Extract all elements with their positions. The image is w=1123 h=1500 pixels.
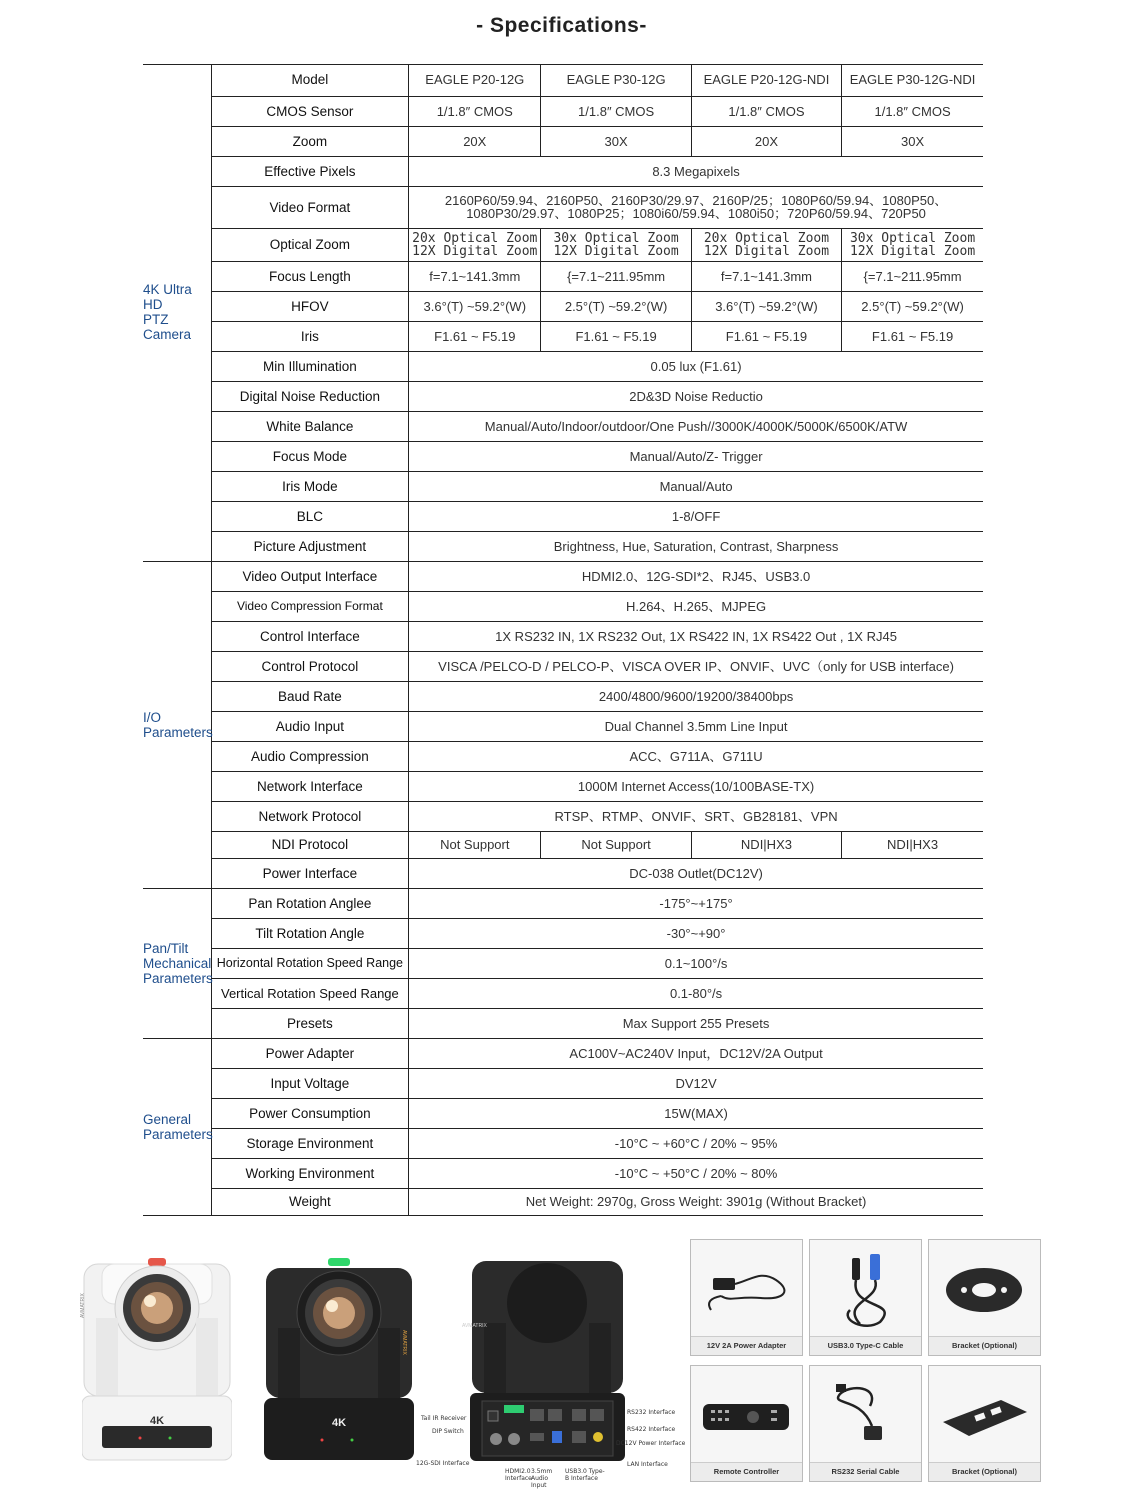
bracket-round-icon (929, 1240, 1040, 1337)
label-power-if: Power Interface (211, 858, 408, 888)
cmos-4: 1/1.8″ CMOS (842, 96, 983, 126)
label-zoom: Zoom (211, 126, 408, 156)
row-focus-length (143, 261, 983, 291)
label-baud: Baud Rate (211, 681, 408, 711)
optical-zoom-3-b: 12X Digital Zoom (703, 243, 830, 259)
zoom-1: 20X (409, 126, 541, 156)
zoom-2: 30X (541, 126, 691, 156)
camera-black-brand: AVMATRIX (401, 1330, 407, 1355)
accessory-rs232-cable (809, 1365, 922, 1482)
label-optical-zoom: Optical Zoom (211, 228, 408, 261)
ndi-3: NDI|HX3 (691, 831, 841, 858)
label-focus-length: Focus Length (211, 261, 408, 291)
label-h-speed: Horizontal Rotation Speed Range (211, 948, 408, 978)
label-focus-mode: Focus Mode (211, 441, 408, 471)
group-pantilt-label: Pan/Tilt Mechanical Parameters (143, 940, 213, 986)
row-wb (143, 411, 983, 441)
optical-zoom-1-b: 12X Digital Zoom (412, 243, 538, 259)
optical-zoom-2-a: 30x Optical Zoom (553, 230, 679, 246)
power-if-value: DC-038 Outlet(DC12V) (409, 858, 983, 888)
zoom-3: 20X (691, 126, 841, 156)
row-video-format (143, 186, 983, 228)
video-out-value: HDMI2.0、12G-SDI*2、RJ45、USB3.0 (409, 561, 983, 591)
camera-back (462, 1253, 625, 1463)
label-presets: Presets (211, 1008, 408, 1038)
optical-zoom-2-b: 12X Digital Zoom (553, 243, 679, 259)
label-picture: Picture Adjustment (211, 531, 408, 561)
label-net-proto: Network Protocol (211, 801, 408, 831)
row-model (143, 64, 983, 96)
row-compression (143, 591, 983, 621)
camera-black-illustration (264, 1258, 414, 1461)
cmos-1: 1/1.8″ CMOS (409, 96, 541, 126)
row-pan (143, 888, 983, 918)
model-3: EAGLE P20-12G-NDI (691, 64, 841, 96)
row-control-if (143, 621, 983, 651)
row-dnr (143, 381, 983, 411)
row-hfov (143, 291, 983, 321)
iris-4: F1.61 ~ F5.19 (842, 321, 983, 351)
label-audio-in: Audio Input (211, 711, 408, 741)
row-iris (143, 321, 983, 351)
accessory-remote-caption: Remote Controller (691, 1462, 802, 1481)
optical-zoom-2 (541, 228, 691, 261)
callout-tail-ir: Tail IR Receiver (421, 1415, 467, 1422)
working-value: -10°C ~ +50°C / 20% ~ 80% (409, 1158, 983, 1188)
net-if-value: 1000M Internet Access(10/100BASE-TX) (409, 771, 983, 801)
callout-rs232: RS232 Interface (627, 1409, 676, 1416)
pixels-value: 8.3 Megapixels (409, 156, 983, 186)
label-compression: Video Compression Format (211, 591, 408, 621)
group-io (143, 561, 211, 888)
iris-3: F1.61 ~ F5.19 (691, 321, 841, 351)
hfov-2: 2.5°(T) ~59.2°(W) (541, 291, 691, 321)
camera-white-front (82, 1258, 232, 1461)
control-proto-value: VISCA /PELCO-D / PELCO-P、VISCA OVER IP、ONVIF、UVC（only for USB interface) (409, 651, 983, 681)
label-pan: Pan Rotation Anglee (211, 888, 408, 918)
input-v-value: DV12V (409, 1068, 983, 1098)
weight-value: Net Weight: 2970g, Gross Weight: 3901g (Without Bracket) (409, 1188, 983, 1215)
row-blc (143, 501, 983, 531)
row-zoom (143, 126, 983, 156)
v-speed-value: 0.1-80°/s (409, 978, 983, 1008)
accessory-power-adapter-caption: 12V 2A Power Adapter (691, 1336, 802, 1355)
callout-lan: LAN Interface (627, 1461, 668, 1468)
callout-audio: 3.5mm Audio Input (531, 1468, 553, 1489)
accessory-bracket-1 (928, 1239, 1041, 1356)
group-camera-label: 4K Ultra HD PTZ Camera (143, 282, 192, 343)
accessory-usb-cable (809, 1239, 922, 1356)
camera-white-illustration (82, 1258, 232, 1461)
label-tilt: Tilt Rotation Angle (211, 918, 408, 948)
row-audio-comp (143, 741, 983, 771)
optical-zoom-1-a: 20x Optical Zoom (412, 230, 538, 246)
row-net-if (143, 771, 983, 801)
label-audio-comp: Audio Compression (211, 741, 408, 771)
row-cmos (143, 96, 983, 126)
label-input-v: Input Voltage (211, 1068, 408, 1098)
optical-zoom-4-a: 30x Optical Zoom (849, 230, 976, 246)
label-storage: Storage Environment (211, 1128, 408, 1158)
optical-zoom-4-b: 12X Digital Zoom (849, 243, 976, 259)
spec-table (143, 64, 983, 1216)
model-1: EAGLE P20-12G (409, 64, 541, 96)
focus-length-3: f=7.1~141.3mm (691, 261, 841, 291)
row-net-proto (143, 801, 983, 831)
label-cmos: CMOS Sensor (211, 96, 408, 126)
label-control-proto: Control Protocol (211, 651, 408, 681)
storage-value: -10°C ~ +60°C / 20% ~ 95% (409, 1128, 983, 1158)
table-top-rule (143, 64, 983, 65)
model-2: EAGLE P30-12G (541, 64, 691, 96)
camera-back-brand: AVMATRIX (462, 1323, 487, 1329)
row-weight (143, 1188, 983, 1215)
wb-value: Manual/Auto/Indoor/outdoor/One Push//3000K/4000K/5000K/6500K/ATW (409, 411, 983, 441)
accessory-bracket-2-caption: Bracket (Optional) (929, 1462, 1040, 1481)
label-blc: BLC (211, 501, 408, 531)
focus-length-1: f=7.1~141.3mm (409, 261, 541, 291)
row-v-speed (143, 978, 983, 1008)
video-format-line-2: 1080P30/29.97、1080P25；1080i60/59.94、1080i50；720P60/59.94、720P50 (466, 206, 926, 221)
focus-length-4: {=7.1~211.95mm (842, 261, 983, 291)
group-general (143, 1038, 211, 1215)
row-consumption (143, 1098, 983, 1128)
label-iris-mode: Iris Mode (211, 471, 408, 501)
optical-zoom-3-a: 20x Optical Zoom (703, 230, 830, 246)
iris-2: F1.61 ~ F5.19 (541, 321, 691, 351)
model-4: EAGLE P30-12G-NDI (842, 64, 983, 96)
focus-mode-value: Manual/Auto/Z- Trigger (409, 441, 983, 471)
row-power-if (143, 858, 983, 888)
callout-dip: DIP Switch (432, 1428, 464, 1435)
video-format-value (409, 186, 983, 228)
cmos-3: 1/1.8″ CMOS (691, 96, 841, 126)
optical-zoom-1 (409, 228, 541, 261)
rs232-cable-icon (810, 1366, 921, 1463)
row-input-v (143, 1068, 983, 1098)
adapter-value: AC100V~AC240V Input，DC12V/2A Output (409, 1038, 983, 1068)
optical-zoom-3 (691, 228, 841, 261)
tilt-value: -30°~+90° (409, 918, 983, 948)
row-pixels (143, 156, 983, 186)
label-control-if: Control Interface (211, 621, 408, 651)
picture-value: Brightness, Hue, Saturation, Contrast, Sharpness (409, 531, 983, 561)
bracket-plate-icon (929, 1366, 1040, 1463)
row-picture (143, 531, 983, 561)
hfov-1: 3.6°(T) ~59.2°(W) (409, 291, 541, 321)
callout-rs422: RS422 Interface (627, 1426, 676, 1433)
label-iris: Iris (211, 321, 408, 351)
label-model: Model (211, 64, 408, 96)
callout-usb: USB3.0 Type-B Interface (565, 1468, 605, 1482)
label-ndi: NDI Protocol (211, 831, 408, 858)
video-format-line-1: 2160P60/59.94、2160P50、2160P30/29.97、2160P/25；1080P60/59.94、1080P50、 (444, 193, 948, 208)
label-working: Working Environment (211, 1158, 408, 1188)
camera-white-badge: 4K (149, 1415, 165, 1427)
pan-value: -175°~+175° (409, 888, 983, 918)
callout-power: DC12V Power Interface (616, 1440, 686, 1447)
label-video-out: Video Output Interface (211, 561, 408, 591)
accessory-remote (690, 1365, 803, 1482)
label-wb: White Balance (211, 411, 408, 441)
row-h-speed (143, 948, 983, 978)
label-hfov: HFOV (211, 291, 408, 321)
accessory-bracket-1-caption: Bracket (Optional) (929, 1336, 1040, 1355)
camera-white-brand: AVMATRIX (80, 1293, 86, 1318)
row-audio-in (143, 711, 983, 741)
camera-black-front (264, 1258, 414, 1461)
row-ndi (143, 831, 983, 858)
row-presets (143, 1008, 983, 1038)
accessory-usb-cable-caption: USB3.0 Type-C Cable (810, 1336, 921, 1355)
ndi-4: NDI|HX3 (842, 831, 983, 858)
ndi-2: Not Support (541, 831, 691, 858)
callout-sdi: 12G-SDI Interface (416, 1460, 470, 1467)
hfov-3: 3.6°(T) ~59.2°(W) (691, 291, 841, 321)
label-pixels: Effective Pixels (211, 156, 408, 186)
compression-value: H.264、H.265、MJPEG (409, 591, 983, 621)
audio-in-value: Dual Channel 3.5mm Line Input (409, 711, 983, 741)
baud-value: 2400/4800/9600/19200/38400bps (409, 681, 983, 711)
page-title: - Specifications- (476, 14, 647, 37)
row-video-out (143, 561, 983, 591)
label-min-illum: Min Illumination (211, 351, 408, 381)
row-control-proto (143, 651, 983, 681)
zoom-4: 30X (842, 126, 983, 156)
row-working (143, 1158, 983, 1188)
label-net-if: Network Interface (211, 771, 408, 801)
row-tilt (143, 918, 983, 948)
label-consumption: Power Consumption (211, 1098, 408, 1128)
accessory-power-adapter (690, 1239, 803, 1356)
row-optical-zoom (143, 228, 983, 261)
group-camera (143, 64, 211, 561)
group-io-label: I/O Parameters (143, 709, 213, 740)
row-focus-mode (143, 441, 983, 471)
hfov-4: 2.5°(T) ~59.2°(W) (842, 291, 983, 321)
row-baud (143, 681, 983, 711)
camera-back-illustration (470, 1253, 625, 1463)
consumption-value: 15W(MAX) (409, 1098, 983, 1128)
row-iris-mode (143, 471, 983, 501)
camera-black-badge: 4K (331, 1417, 347, 1429)
label-adapter: Power Adapter (211, 1038, 408, 1068)
iris-mode-value: Manual/Auto (409, 471, 983, 501)
label-video-format: Video Format (211, 186, 408, 228)
control-if-value: 1X RS232 IN, 1X RS232 Out, 1X RS422 IN, 1X RS422 Out , 1X RJ45 (409, 621, 983, 651)
net-proto-value: RTSP、RTMP、ONVIF、SRT、GB28181、VPN (409, 801, 983, 831)
row-adapter (143, 1038, 983, 1068)
group-pantilt (143, 888, 211, 1038)
callout-hdmi: HDMI2.0 Interface (505, 1468, 532, 1482)
label-dnr: Digital Noise Reduction (211, 381, 408, 411)
focus-length-2: {=7.1~211.95mm (541, 261, 691, 291)
accessory-rs232-cable-caption: RS232 Serial Cable (810, 1462, 921, 1481)
label-v-speed: Vertical Rotation Speed Range (211, 978, 408, 1008)
accessory-bracket-2 (928, 1365, 1041, 1482)
audio-comp-value: ACC、G711A、G711U (409, 741, 983, 771)
iris-1: F1.61 ~ F5.19 (409, 321, 541, 351)
usb-cable-icon (810, 1240, 921, 1337)
power-adapter-icon (691, 1240, 802, 1337)
presets-value: Max Support 255 Presets (409, 1008, 983, 1038)
dnr-value: 2D&3D Noise Reductio (409, 381, 983, 411)
remote-icon (691, 1366, 802, 1463)
row-min-illum (143, 351, 983, 381)
min-illum-value: 0.05 lux (F1.61) (409, 351, 983, 381)
group-general-label: General Parameters (143, 1111, 213, 1142)
optical-zoom-4 (842, 228, 983, 261)
label-weight: Weight (211, 1188, 408, 1215)
ndi-1: Not Support (409, 831, 541, 858)
cmos-2: 1/1.8″ CMOS (541, 96, 691, 126)
blc-value: 1-8/OFF (409, 501, 983, 531)
row-storage (143, 1128, 983, 1158)
h-speed-value: 0.1~100°/s (409, 948, 983, 978)
